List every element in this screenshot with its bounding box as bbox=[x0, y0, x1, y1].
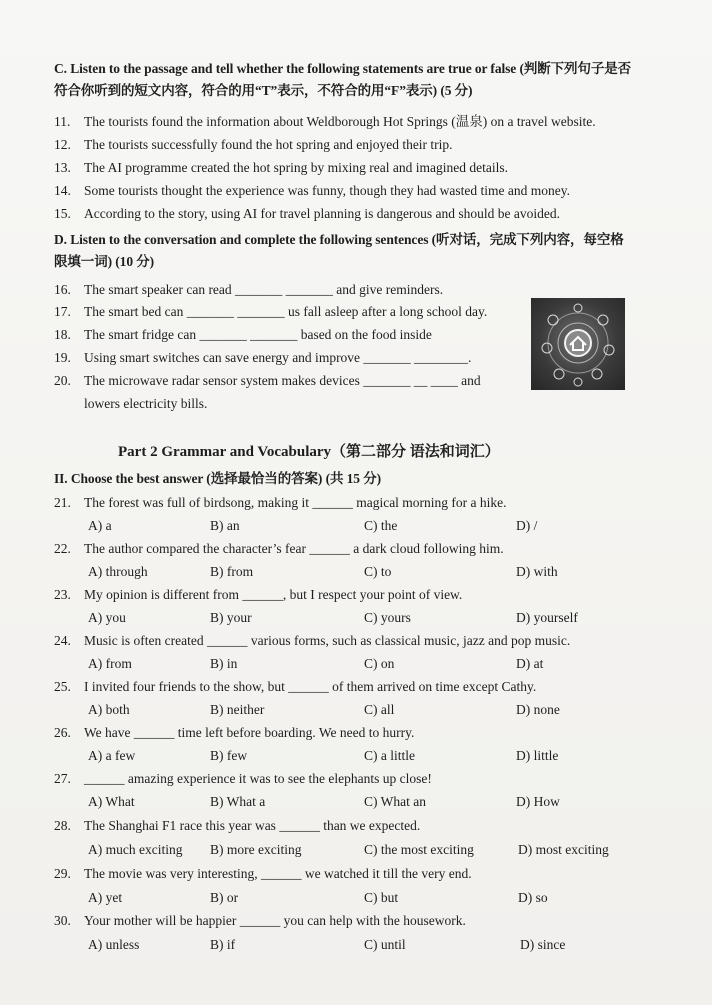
question-24-options bbox=[88, 654, 648, 674]
question-21 bbox=[54, 493, 507, 513]
option-a: A) yet bbox=[88, 890, 123, 905]
question-18 bbox=[54, 325, 432, 345]
question-28 bbox=[54, 816, 420, 836]
question-text: According to the story, using AI for travel planning is dangerous and should be avoided. bbox=[84, 206, 561, 221]
option-c: C) to bbox=[364, 564, 392, 579]
option-a: A) What bbox=[88, 794, 135, 809]
question-number: 26. bbox=[54, 725, 71, 740]
question-29-options bbox=[88, 888, 648, 908]
question-text: We have ______ time left before boarding. We need to hurry. bbox=[84, 725, 415, 740]
question-28-options bbox=[88, 840, 648, 860]
question-number: 16. bbox=[54, 282, 71, 297]
option-c: C) the most exciting bbox=[364, 842, 474, 857]
question-text: The microwave radar sensor system makes devices _______ __ ____ and bbox=[84, 373, 481, 388]
question-20-continued bbox=[54, 394, 207, 414]
section-c-heading: C. Listen to the passage and tell whether the following statements are true or false (判断下列句子是否符合你听到的短文内容，符合的用“T”表示，不符合的用“F”表示) (5 分) bbox=[54, 61, 632, 98]
question-number: 24. bbox=[54, 633, 71, 648]
question-number: 12. bbox=[54, 137, 71, 152]
option-a: A) unless bbox=[88, 937, 140, 952]
option-d: D) How bbox=[516, 794, 560, 809]
option-b: B) in bbox=[210, 656, 238, 671]
question-number: 11. bbox=[54, 114, 71, 129]
question-number: 15. bbox=[54, 206, 71, 221]
question-number: 28. bbox=[54, 818, 71, 833]
option-c: C) on bbox=[364, 656, 395, 671]
option-a: A) from bbox=[88, 656, 132, 671]
option-b: B) your bbox=[210, 610, 252, 625]
question-26-options bbox=[88, 746, 648, 766]
question-26 bbox=[54, 723, 414, 743]
question-16 bbox=[54, 280, 443, 300]
question-27-options bbox=[88, 792, 648, 812]
question-30-options bbox=[88, 935, 648, 955]
question-14 bbox=[54, 181, 570, 201]
option-b: B) neither bbox=[210, 702, 265, 717]
question-text: Some tourists thought the experience was funny, though they had wasted time and money. bbox=[84, 183, 571, 198]
question-text: Your mother will be happier ______ you can help with the housework. bbox=[84, 913, 466, 928]
question-number: 27. bbox=[54, 771, 71, 786]
question-22 bbox=[54, 539, 504, 559]
question-number: 13. bbox=[54, 160, 71, 175]
option-c: C) the bbox=[364, 518, 398, 533]
question-text: The smart fridge can _______ _______ based on the food inside bbox=[84, 327, 432, 342]
question-19 bbox=[54, 348, 471, 368]
question-number: 29. bbox=[54, 866, 71, 881]
question-number: 21. bbox=[54, 495, 71, 510]
option-a: A) a few bbox=[88, 748, 136, 763]
question-number: 17. bbox=[54, 304, 71, 319]
section-d-heading: D. Listen to the conversation and complete the following sentences (听对话，完成下列内容，每空格限填一词) (10 分) bbox=[54, 232, 624, 269]
option-b: B) an bbox=[210, 518, 240, 533]
question-number: 25. bbox=[54, 679, 71, 694]
option-b: B) from bbox=[210, 564, 254, 579]
option-a: A) a bbox=[88, 518, 112, 533]
option-d: D) so bbox=[518, 890, 548, 905]
question-24 bbox=[54, 631, 570, 651]
option-d: D) most exciting bbox=[518, 842, 609, 857]
option-d: D) yourself bbox=[516, 610, 578, 625]
question-text: The movie was very interesting, ______ we watched it till the very end. bbox=[84, 866, 472, 881]
question-15 bbox=[54, 204, 560, 224]
question-text: The tourists successfully found the hot spring and enjoyed their trip. bbox=[84, 137, 453, 152]
question-27 bbox=[54, 769, 432, 789]
question-text: ______ amazing experience it was to see the elephants up close! bbox=[84, 771, 432, 786]
question-25-options bbox=[88, 700, 648, 720]
option-a: A) much exciting bbox=[88, 842, 183, 857]
question-29 bbox=[54, 864, 472, 884]
question-text: Music is often created ______ various forms, such as classical music, jazz and pop music. bbox=[84, 633, 571, 648]
option-c: C) yours bbox=[364, 610, 411, 625]
option-d: D) since bbox=[520, 937, 566, 952]
question-text: The forest was full of birdsong, making it ______ magical morning for a hike. bbox=[84, 495, 507, 510]
option-c: C) What an bbox=[364, 794, 426, 809]
part-2-title: Part 2 Grammar and Vocabulary（第二部分 语法和词汇） bbox=[118, 444, 500, 460]
option-c: C) a little bbox=[364, 748, 415, 763]
smart-home-icon bbox=[531, 298, 625, 390]
question-23-options bbox=[88, 608, 648, 628]
option-a: A) you bbox=[88, 610, 126, 625]
section-ii-heading: II. Choose the best answer (选择最恰当的答案) (共 15 分) bbox=[54, 471, 382, 486]
question-text: The author compared the character’s fear ______ a dark cloud following him. bbox=[84, 541, 504, 556]
question-11 bbox=[54, 112, 596, 132]
question-number: 14. bbox=[54, 183, 71, 198]
option-b: B) if bbox=[210, 937, 236, 952]
question-text: lowers electricity bills. bbox=[84, 396, 208, 411]
option-d: D) with bbox=[516, 564, 558, 579]
question-text: The Shanghai F1 race this year was ______ than we expected. bbox=[84, 818, 421, 833]
option-b: B) What a bbox=[210, 794, 266, 809]
question-text: Using smart switches can save energy and improve _______ ________. bbox=[84, 350, 472, 365]
option-b: B) or bbox=[210, 890, 239, 905]
option-d: D) / bbox=[516, 518, 538, 533]
option-d: D) at bbox=[516, 656, 544, 671]
option-b: B) few bbox=[210, 748, 248, 763]
question-number: 23. bbox=[54, 587, 71, 602]
question-number: 18. bbox=[54, 327, 71, 342]
question-21-options bbox=[88, 516, 648, 536]
question-13 bbox=[54, 158, 508, 178]
question-text: The AI programme created the hot spring by mixing real and imagined details. bbox=[84, 160, 508, 175]
question-30 bbox=[54, 911, 466, 931]
question-text: My opinion is different from ______, but I respect your point of view. bbox=[84, 587, 463, 602]
option-c: C) all bbox=[364, 702, 395, 717]
option-d: D) little bbox=[516, 748, 559, 763]
question-number: 20. bbox=[54, 373, 71, 388]
question-20 bbox=[54, 371, 481, 391]
option-a: A) both bbox=[88, 702, 130, 717]
option-b: B) more exciting bbox=[210, 842, 302, 857]
question-22-options bbox=[88, 562, 648, 582]
question-number: 22. bbox=[54, 541, 71, 556]
option-c: C) until bbox=[364, 937, 406, 952]
question-text: The smart bed can _______ _______ us fall asleep after a long school day. bbox=[84, 304, 488, 319]
question-number: 19. bbox=[54, 350, 71, 365]
option-d: D) none bbox=[516, 702, 560, 717]
question-12 bbox=[54, 135, 453, 155]
question-25 bbox=[54, 677, 536, 697]
smart-home-image bbox=[531, 298, 625, 390]
option-a: A) through bbox=[88, 564, 148, 579]
question-number: 30. bbox=[54, 913, 71, 928]
question-23 bbox=[54, 585, 462, 605]
question-17 bbox=[54, 302, 487, 322]
option-c: C) but bbox=[364, 890, 399, 905]
question-text: The tourists found the information about Weldborough Hot Springs (温泉) on a travel website. bbox=[84, 114, 596, 129]
question-text: I invited four friends to the show, but ______ of them arrived on time except Cathy. bbox=[84, 679, 537, 694]
question-text: The smart speaker can read _______ _______ and give reminders. bbox=[84, 282, 444, 297]
